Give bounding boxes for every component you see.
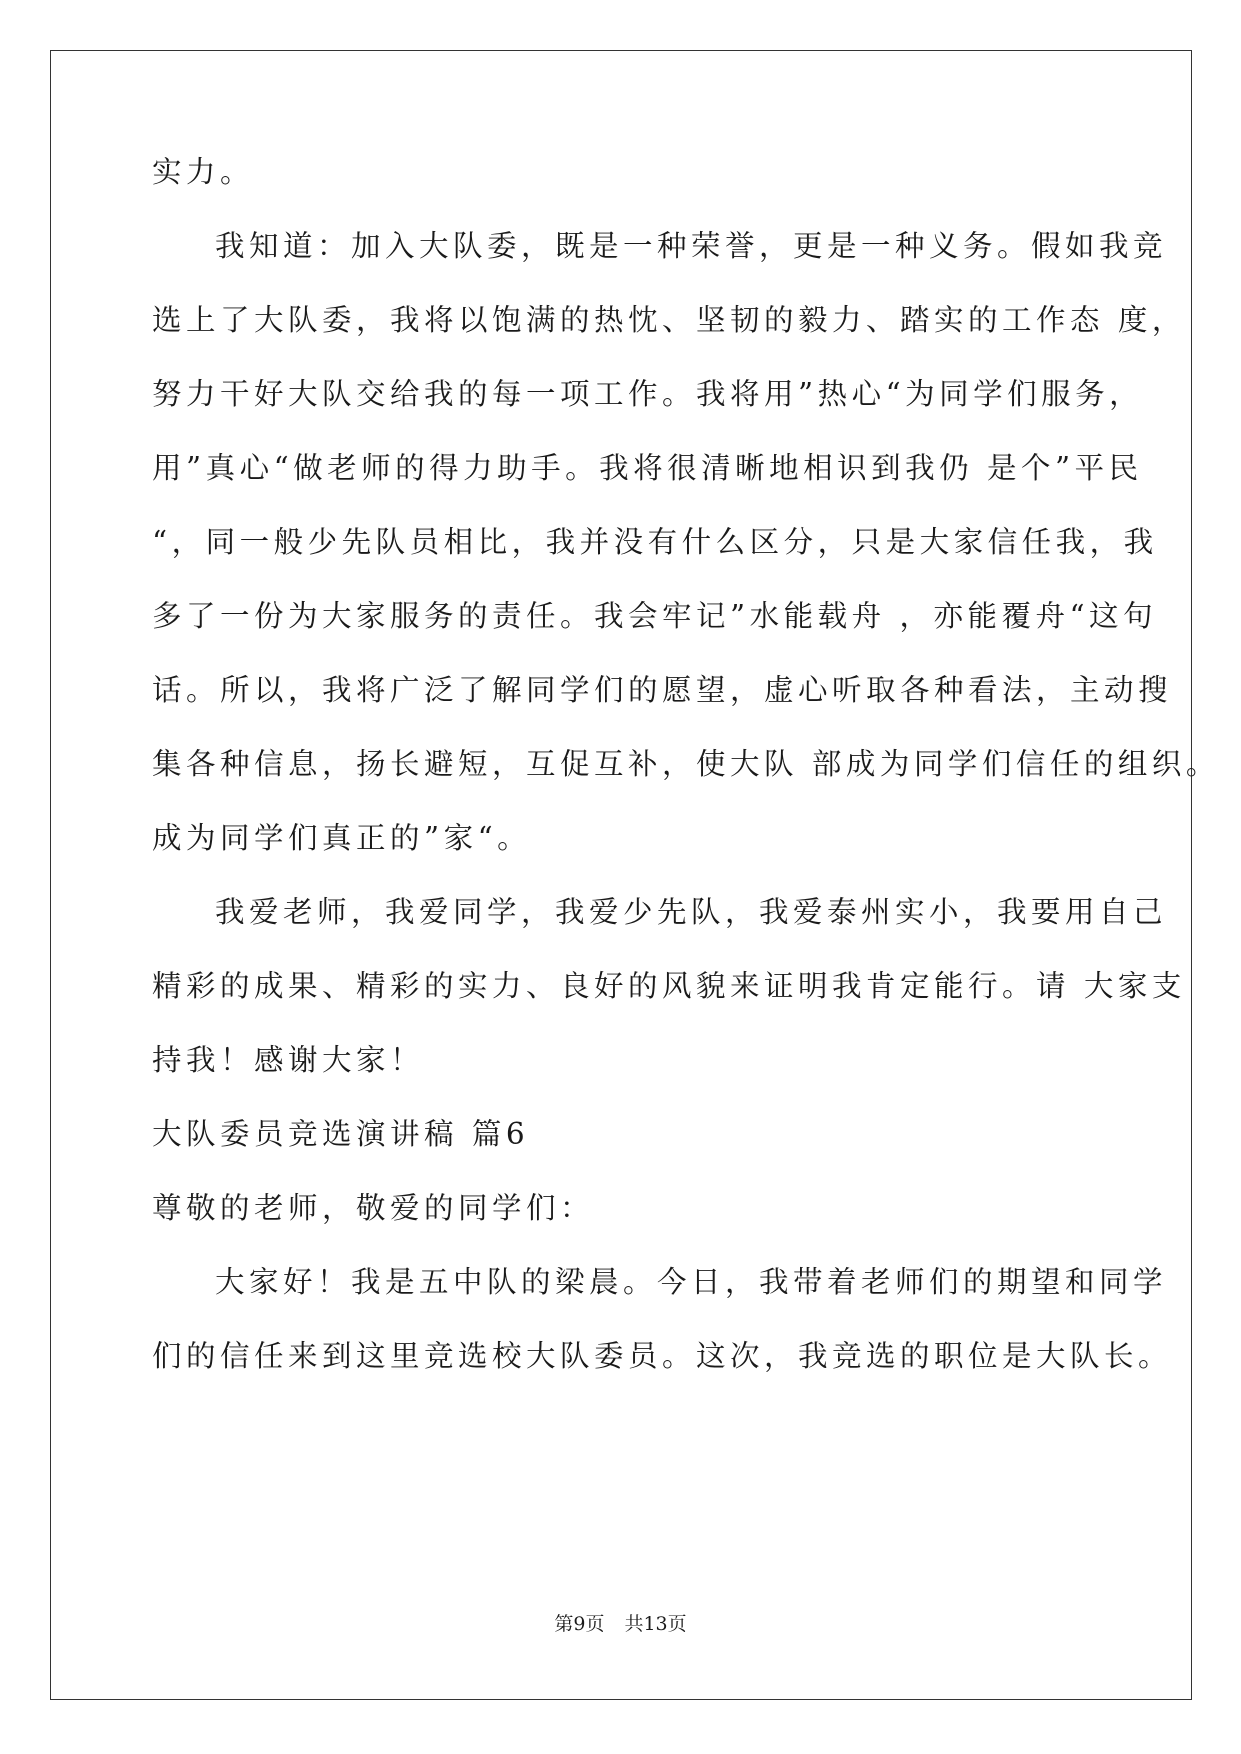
- text-line: 用”真心“做老师的得力助手。我将很清晰地相识到我仍 是个”平民: [152, 451, 1143, 485]
- paragraph-start: 大家好！我是五中队的梁晨。今日，我带着老师们的期望和同学: [215, 1265, 1168, 1299]
- text-line: 选上了大队委，我将以饱满的热忱、坚韧的毅力、踏实的工作态 度，: [152, 303, 1186, 337]
- text-line: “，同一般少先队员相比，我并没有什么区分，只是大家信任我，我: [152, 525, 1158, 559]
- salutation: 尊敬的老师，敬爱的同学们：: [152, 1191, 595, 1225]
- paragraph-start: 我知道：加入大队委，既是一种荣誉，更是一种义务。假如我竞: [215, 229, 1168, 263]
- text-line: 们的信任来到这里竞选校大队委员。这次，我竞选的职位是大队长。: [152, 1339, 1173, 1373]
- paragraph-start: 我爱老师，我爱同学，我爱少先队，我爱泰州实小，我要用自己: [215, 895, 1168, 929]
- section-heading: 大队委员竞选演讲稿 篇6: [152, 1117, 530, 1151]
- text-line: 实力。: [152, 155, 255, 189]
- text-line: 集各种信息，扬长避短，互促互补，使大队 部成为同学们信任的组织。: [152, 747, 1220, 781]
- text-line: 多了一份为大家服务的责任。我会牢记”水能载舟 ，亦能覆舟“这句: [152, 599, 1158, 633]
- text-line: 话。所以，我将广泛了解同学们的愿望，虚心听取各种看法，主动搜: [152, 673, 1173, 707]
- text-line: 努力干好大队交给我的每一项工作。我将用”热心“为同学们服务，: [152, 377, 1144, 411]
- text-line: 持我！感谢大家！: [152, 1043, 425, 1077]
- text-line: 精彩的成果、精彩的实力、良好的风貌来证明我肯定能行。请 大家支: [152, 969, 1186, 1003]
- page-border: [50, 50, 1192, 1700]
- page-total: 共13页: [624, 1613, 687, 1635]
- text-line: 成为同学们真正的”家“。: [152, 821, 532, 855]
- page-number: 第9页: [554, 1613, 605, 1635]
- page-footer: [0, 1612, 1241, 1636]
